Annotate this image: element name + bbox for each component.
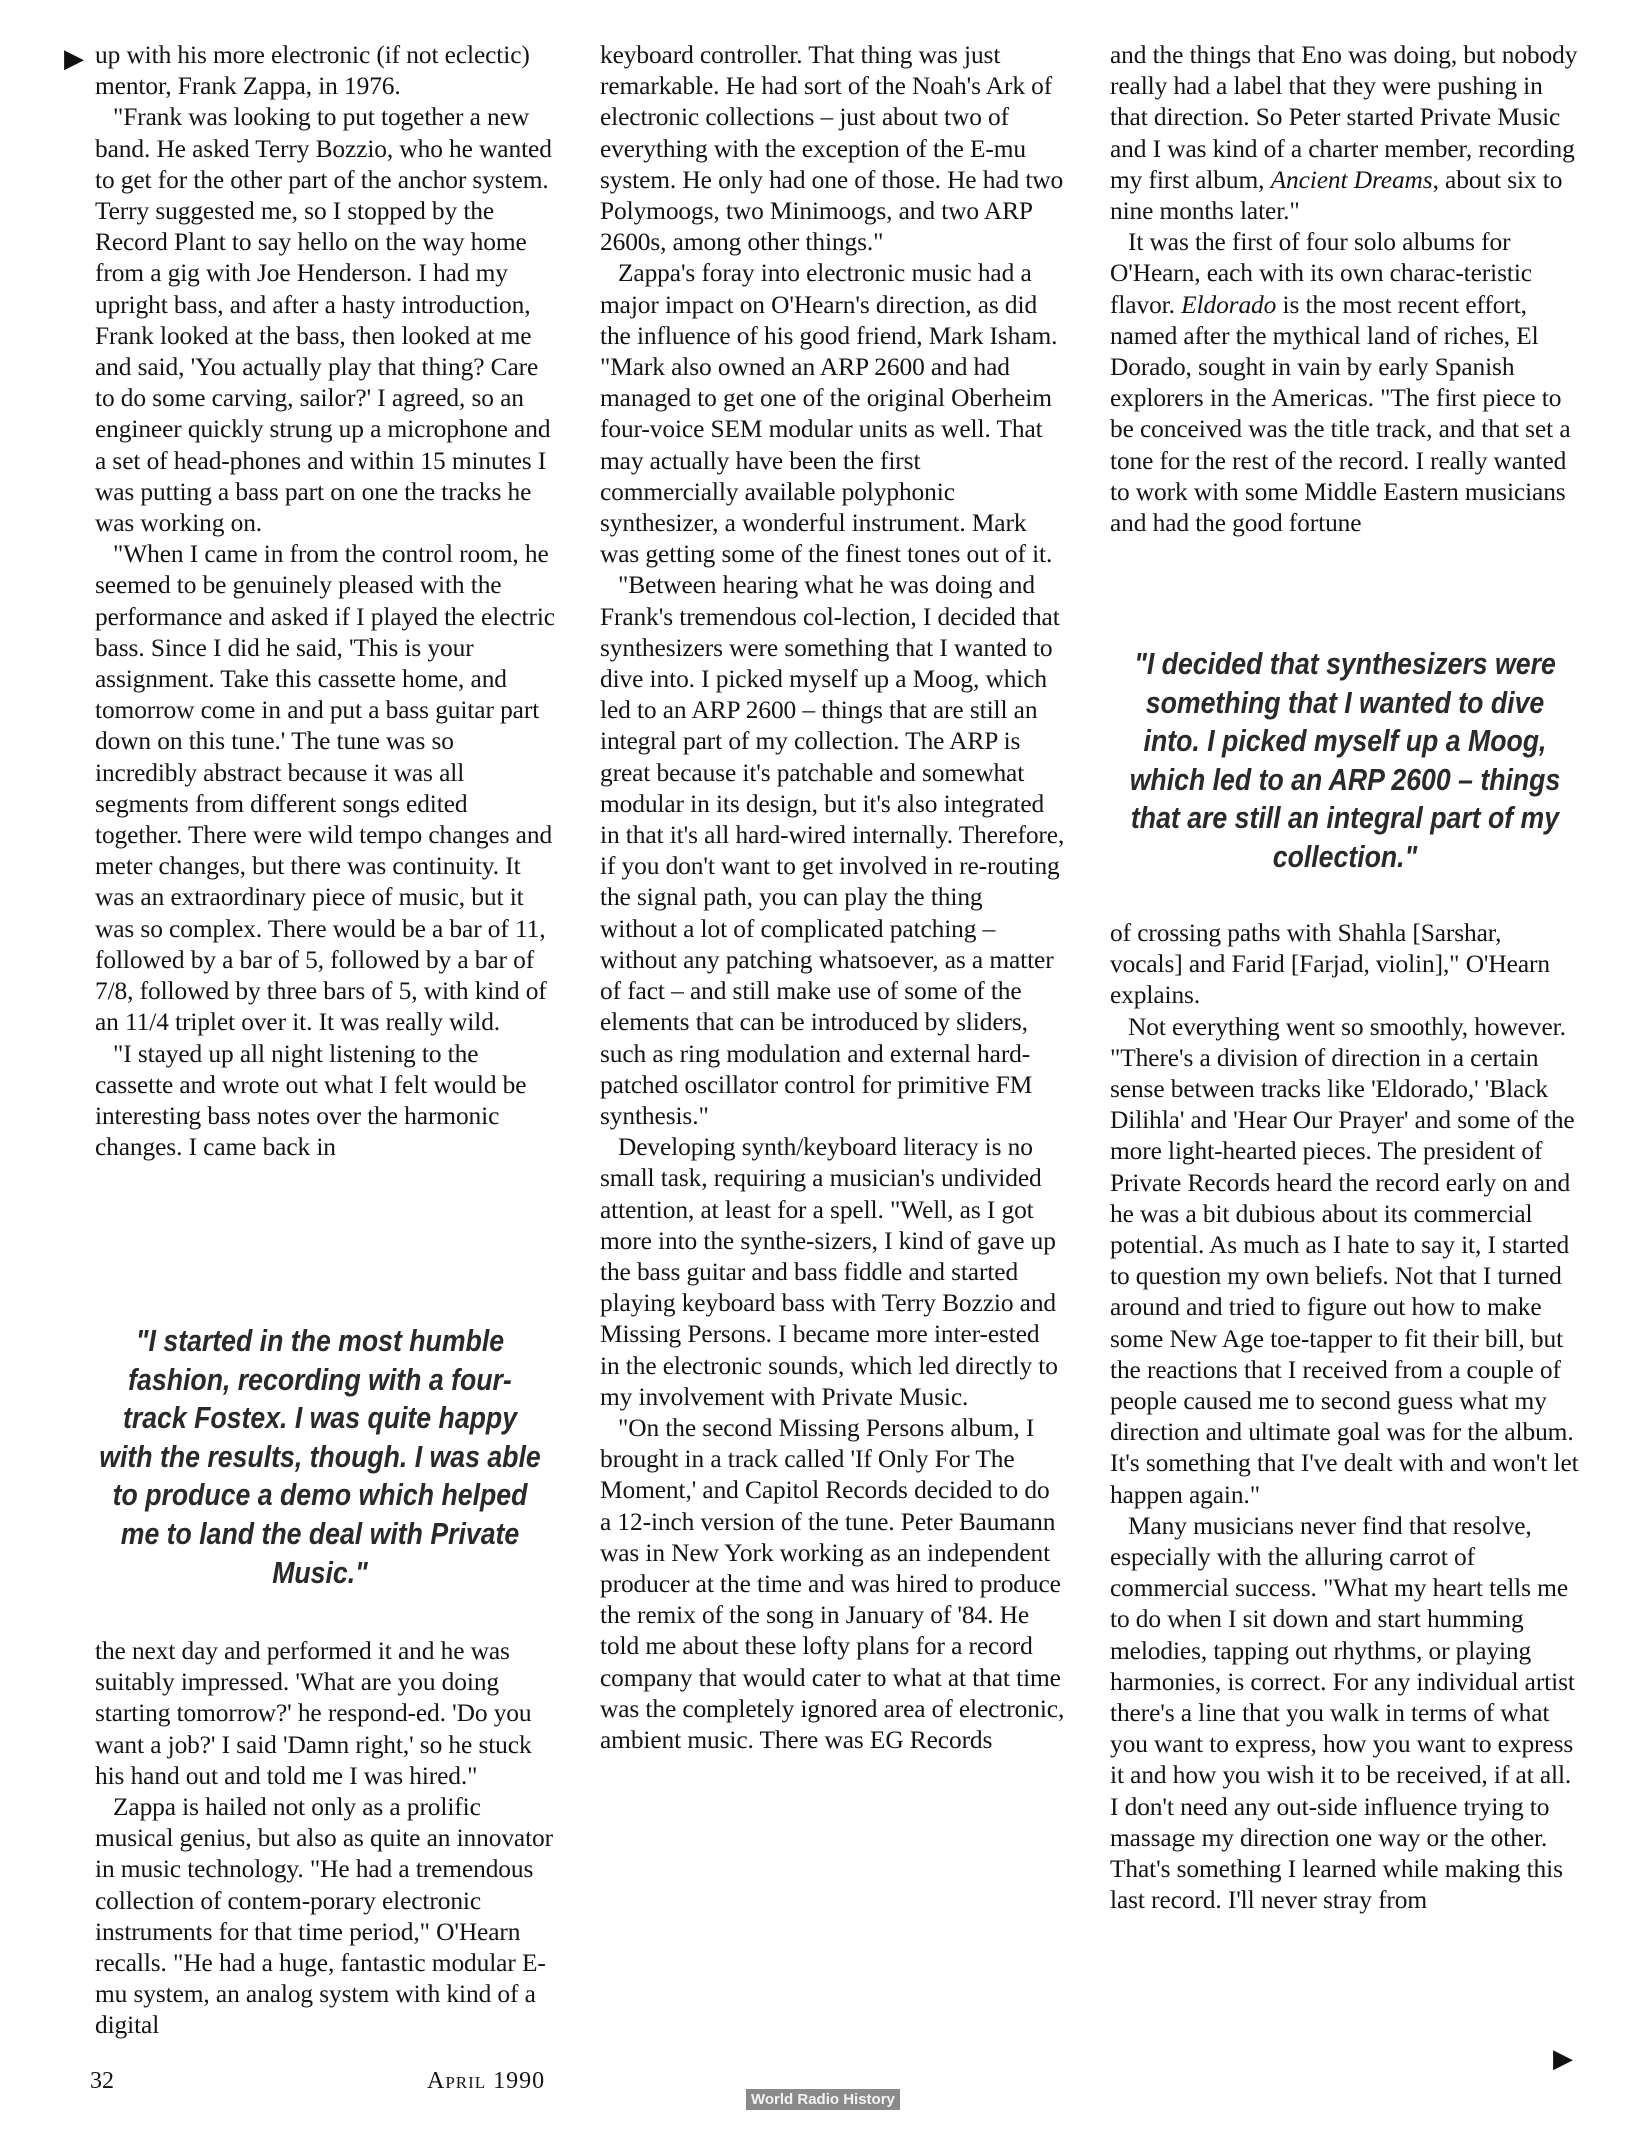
paragraph xyxy=(1110,227,1580,539)
paragraph: "Between hearing what he was doing and Frank's tremendous col-lection, I decided that synthesizers were something that I wanted to dive into. I picked myself up a Moog, which led to an ARP 2600 – things that are still an integral part of my collection. The ARP is great because it's patchable and somewhat modular in its design, but it's also integrated in that it's all hard-wired internally. Therefore, if you don't want to get involved in re-routing the signal path, you can play the thing without a lot of complicated patching – without any patching whatsoever, as a matter of fact – and still make use of some of the elements that can be introduced by sliders, such as ring modulation and external hard-patched oscillator control for primitive FM synthesis." xyxy=(600,571,1065,1130)
text-run: , about six to nine months later." xyxy=(1110,165,1563,226)
watermark: World Radio History xyxy=(746,2089,900,2110)
column-1 xyxy=(95,40,555,1163)
column-2 xyxy=(600,40,1065,1756)
paragraph: of crossing paths with Shahla [Sarshar, vocals] and Farid [Farjad, violin]," O'Hearn explains. xyxy=(1110,919,1550,1010)
pull-quote-text: "I decided that synthesizers were something that I wanted to dive into. I picked myself up a Moog, which led to an ARP 2600 – things that are still an integral part of my collection." xyxy=(1129,646,1561,874)
pull-quote-2 xyxy=(1085,645,1605,877)
paragraph: Zappa's foray into electronic music had a major impact on O'Hearn's direction, as did the influence of his good friend, Mark Isham. "Mark also owned an ARP 2600 and had managed to get one of the original Oberheim four-voice SEM modular units as well. That may actually have been the first commercially available polyphonic synthesizer, a wonderful instrument. Mark was getting some of the finest tones out of it. xyxy=(600,259,1058,569)
continued-from-arrow-icon: ▶ xyxy=(64,44,84,74)
column-3-continued xyxy=(1110,918,1580,1917)
paragraph xyxy=(1110,40,1580,227)
issue-date: April 1990 xyxy=(427,2068,546,2094)
paragraph: keyboard controller. That thing was just remarkable. He had sort of the Noah's Ark of electronic collections – just about two of everything with the exception of the E-mu system. He only had one of those. He had two Polymoogs, two Minimoogs, and two ARP 2600s, among other things." xyxy=(600,41,1064,257)
column-3 xyxy=(1110,40,1580,539)
paragraph: Zappa is hailed not only as a prolific musical genius, but also as quite an innovator in music technology. "He had a tremendous collection of contem-porary electronic instruments for that time period," O'Hearn recalls. "He had a huge, fantastic modular E-mu system, an analog system with kind of a digital xyxy=(95,1793,553,2040)
text-run: It was the first of four solo albums for O'Hearn, each with its own charac-teristic flavor. xyxy=(1110,228,1532,319)
column-1-continued xyxy=(95,1636,555,2042)
album-title: Ancient Dreams xyxy=(1270,165,1433,194)
paragraph: Not everything went so smoothly, however. "There's a division of direction in a certain sense between tracks like 'Eldorado,' 'Black Dilihla' and 'Hear Our Prayer' and some of the more light-hearted pieces. The president of Private Records heard the record early on and he was a bit dubious about its commercial potential. As much as I hate to say it, I started to question my own beliefs. Not that I turned around and tried to figure out how to make some New Age toe-tapper to fit their bill, but the reactions that I received from a couple of people caused me to second guess what my direction and ultimate goal was for the album. It's something that I've dealt with and won't let happen again." xyxy=(1110,1012,1579,1509)
paragraph: "I stayed up all night listening to the cassette and wrote out what I felt would be interesting bass notes over the harmonic changes. I came back in xyxy=(95,1039,527,1162)
text-run: is the most recent effort, named after the mythical land of riches, El Dorado, sought in vain by early Spanish explorers in the Americas. "The first piece to be conceived was the title track, and that set a tone for the rest of the record. I really wanted to work with some Middle Eastern musicians and had the good fortune xyxy=(1110,290,1571,538)
paragraph: up with his more electronic (if not eclectic) mentor, Frank Zappa, in 1976. xyxy=(95,41,530,101)
paragraph: "When I came in from the control room, he seemed to be genuinely pleased with the performance and asked if I played the electric bass. Since I did he said, 'This is your assignment. Take this cassette home, and tomorrow come in and put a bass guitar part down on this tune.' The tune was so incredibly abstract because it was all segments from different songs edited together. There were wild tempo changes and meter changes, but there was continuity. It was an extraordinary piece of music, but it was so complex. There would be a bar of 11, followed by a bar of 5, followed by a bar of 7/8, followed by three bars of 5, with kind of an 11/4 triplet over it. It was really wild. xyxy=(95,540,555,1037)
paragraph: Many musicians never find that resolve, especially with the alluring carrot of commercial success. "What my heart tells me to do when I sit down and start humming melodies, tapping out rhythms, or playing harmonies, is correct. For any individual artist there's a line that you walk in terms of what you want to express, how you want to express it and how you wish it to be received, if at all. I don't need any out-side influence trying to massage my direction one way or the other. That's something I learned while making this last record. I'll never stray from xyxy=(1110,1511,1575,1915)
paragraph: "On the second Missing Persons album, I brought in a track called 'If Only For The Moment,' and Capitol Records decided to do a 12-inch version of the tune. Peter Baumann was in New York working as an independent producer at the time and was hired to produce the remix of the song in January of '84. He told me about these lofty plans for a record company that would cater to what at that time was the completely ignored area of electronic, ambient music. There was EG Records xyxy=(600,1413,1065,1754)
page-number: 32 xyxy=(90,2068,114,2094)
paragraph: the next day and performed it and he was suitably impressed. 'What are you doing starting tomorrow?' he respond-ed. 'Do you want a job?' I said 'Damn right,' so he stuck his hand out and told me I was hired." xyxy=(95,1637,532,1790)
pull-quote-text: "I started in the most humble fashion, recording with a four-track Fostex. I was quite happy with the results, though. I was able to produce a demo which helped me to land the deal with Private Music." xyxy=(99,1323,541,1590)
pull-quote-1 xyxy=(60,1322,580,1592)
paragraph: Developing synth/keyboard literacy is no small task, requiring a musician's undivided attention, at least for a spell. "Well, as I got more into the synthe-sizers, I kind of gave up the bass guitar and bass fiddle and started playing keyboard bass with Terry Bozzio and Missing Persons. I became more inter-ested in the electronic sounds, which led directly to my involvement with Private Music. xyxy=(600,1133,1058,1411)
continued-on-arrow-icon: ▶ xyxy=(1553,2044,1573,2074)
text-run: and the things that Eno was doing, but nobody really had a label that they were pushing in that direction. So Peter started Private Music and I was kind of a charter member, recording my first album, xyxy=(1110,41,1578,194)
paragraph: "Frank was looking to put together a new band. He asked Terry Bozzio, who he wanted to get for the other part of the anchor system. Terry suggested me, so I stopped by the Record Plant to say hello on the way home from a gig with Joe Henderson. I had my upright bass, and after a hasty introduction, Frank looked at the bass, then looked at me and said, 'You actually play that thing? Care to do some carving, sailor?' I agreed, so an engineer quickly strung up a microphone and a set of head-phones and within 15 minutes I was putting a bass part on one the tracks he was working on. xyxy=(95,103,552,538)
album-title: Eldorado xyxy=(1181,290,1277,319)
